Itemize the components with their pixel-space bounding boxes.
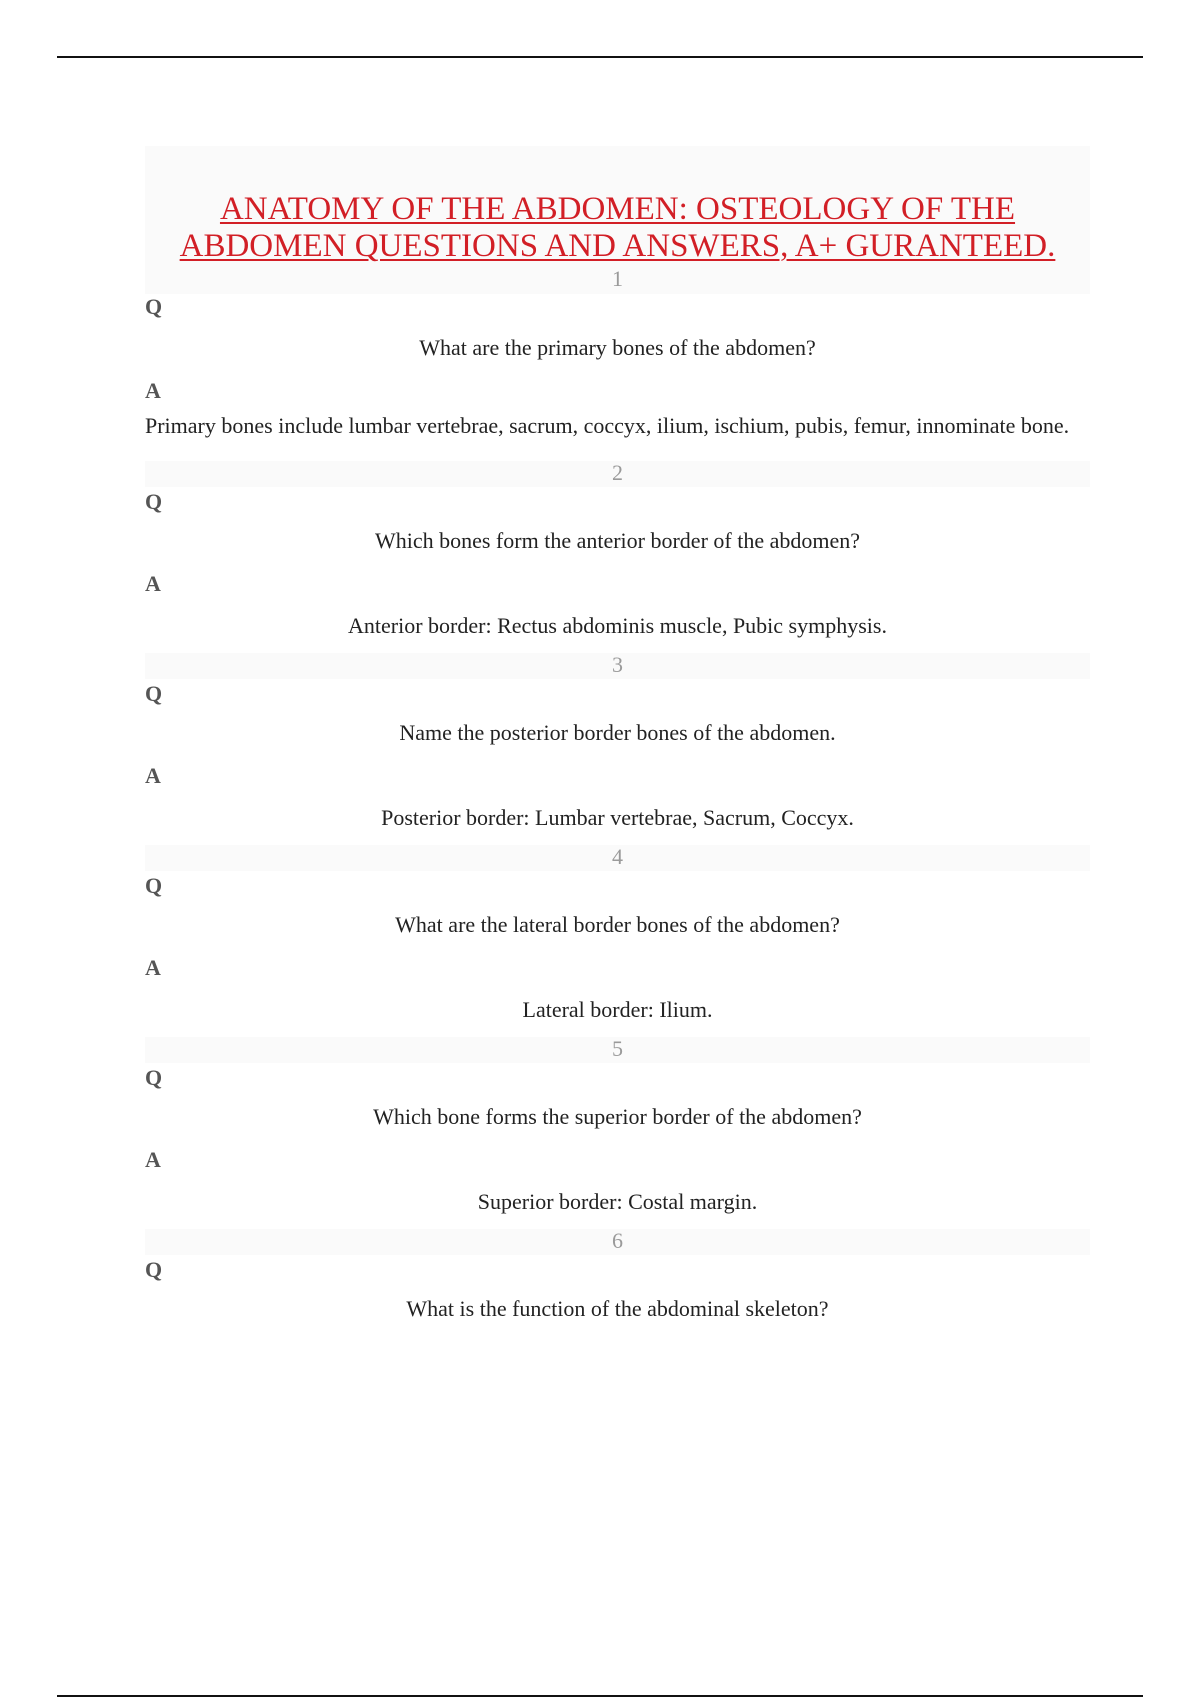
a-label: A bbox=[145, 571, 161, 596]
question-number: 3 bbox=[145, 653, 1090, 679]
footer-rule bbox=[57, 1695, 1143, 1697]
q-label: Q bbox=[145, 1065, 163, 1090]
question-text: Name the posterior border bones of the abdomen. bbox=[399, 720, 836, 745]
q-label: Q bbox=[145, 873, 163, 898]
qa-item-5 bbox=[145, 1037, 1090, 1215]
qa-item-2 bbox=[145, 461, 1090, 639]
qa-item-4 bbox=[145, 845, 1090, 1023]
question-text: What are the primary bones of the abdomen? bbox=[419, 335, 816, 360]
a-label: A bbox=[145, 763, 161, 788]
answer-text: Anterior border: Rectus abdominis muscle, Pubic symphysis. bbox=[348, 613, 887, 638]
a-label: A bbox=[145, 378, 161, 403]
q-label: Q bbox=[145, 489, 163, 514]
title-band bbox=[145, 146, 1090, 294]
a-label: A bbox=[145, 1147, 161, 1172]
document-body bbox=[145, 146, 1090, 1322]
question-text: Which bone forms the superior border of the abdomen? bbox=[373, 1104, 862, 1129]
qa-item-3 bbox=[145, 653, 1090, 831]
question-text: What is the function of the abdominal skeleton? bbox=[406, 1296, 829, 1321]
title-line-1: ANATOMY OF THE ABDOMEN: OSTEOLOGY OF THE bbox=[219, 191, 1016, 227]
qa-item-1 bbox=[145, 294, 1090, 447]
question-number: 5 bbox=[145, 1037, 1090, 1063]
question-number: 1 bbox=[612, 266, 623, 291]
qa-item-6 bbox=[145, 1229, 1090, 1322]
title-line-2: ABDOMEN QUESTIONS AND ANSWERS, A+ GURANTEED. bbox=[179, 228, 1056, 264]
answer-text: Lateral border: Ilium. bbox=[522, 997, 713, 1022]
answer-text: Posterior border: Lumbar vertebrae, Sacrum, Coccyx. bbox=[381, 805, 854, 830]
question-number: 6 bbox=[145, 1229, 1090, 1255]
question-number: 4 bbox=[145, 845, 1090, 871]
header-rule bbox=[57, 56, 1143, 58]
a-label: A bbox=[145, 955, 161, 980]
answer-text: Superior border: Costal margin. bbox=[477, 1189, 758, 1214]
q-label: Q bbox=[145, 1257, 163, 1282]
question-text: What are the lateral border bones of the abdomen? bbox=[395, 912, 840, 937]
question-number: 2 bbox=[145, 461, 1090, 487]
q-label: Q bbox=[145, 681, 163, 706]
q-label: Q bbox=[145, 294, 163, 319]
answer-text: Primary bones include lumbar vertebrae, sacrum, coccyx, ilium, ischium, pubis, femur, innominate bone. bbox=[145, 413, 1070, 438]
document-title bbox=[145, 191, 1090, 265]
question-text: Which bones form the anterior border of the abdomen? bbox=[374, 528, 861, 553]
